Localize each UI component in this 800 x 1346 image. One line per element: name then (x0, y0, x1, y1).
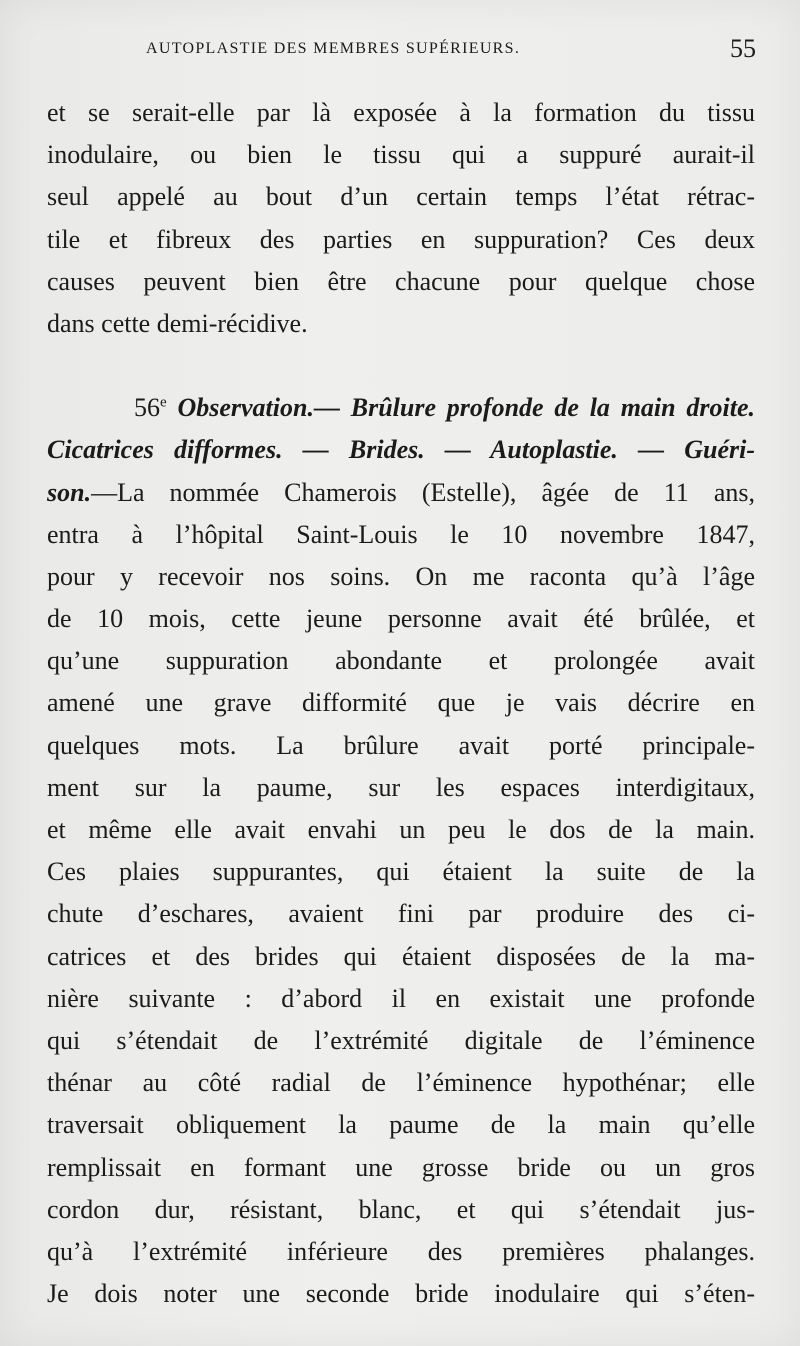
observation-paragraph (47, 387, 755, 1315)
text-line: qui s’étendait de l’extrémité digitale de l’éminence (47, 1025, 755, 1055)
page-number: 55 (730, 34, 756, 63)
paragraph-1 (47, 92, 755, 345)
text-line: qu’à l’extrémité inférieure des premières phalanges. (47, 1236, 755, 1266)
observation-number-suffix: e (160, 394, 167, 411)
text-line: nière suivante : d’abord il en existait une profonde (47, 983, 755, 1013)
text-line: qu’une suppuration abondante et prolongée avait (47, 646, 755, 676)
observation-heading-line (47, 472, 755, 514)
observation-intro: —La nommée Chamerois (Estelle), âgée de 11 ans, (91, 477, 755, 507)
text-line: cordon dur, résistant, blanc, et qui s’étendait jus- (47, 1194, 755, 1224)
observation-subtitle-end: son. (47, 477, 92, 507)
observation-number: 56 (134, 393, 160, 423)
text-line: Ces plaies suppurantes, qui étaient la suite de la (47, 857, 755, 887)
text-line: chute d’eschares, avaient fini par produire des ci- (47, 899, 755, 929)
running-head: AUTOPLASTIE DES MEMBRES SUPÉRIEURS. (146, 40, 521, 57)
text-line: traversait obliquement la paume de la main qu’elle (47, 1110, 755, 1140)
observation-title: Observation.— Brûlure profonde de la main droite. (177, 393, 755, 423)
page-header (0, 36, 800, 70)
body-text (47, 92, 755, 1315)
text-line: pour y recevoir nos soins. On me raconta qu’à l’âge (47, 561, 755, 591)
paragraph-gap (47, 345, 755, 387)
text-line: causes peuvent bien être chacune pour quelque chose (47, 266, 755, 296)
text-line: seul appelé au bout d’un certain temps l’état rétrac- (47, 182, 755, 212)
text-line: et se serait-elle par là exposée à la formation du tissu (47, 98, 755, 127)
text-line: ment sur la paume, sur les espaces interdigitaux, (47, 772, 755, 802)
observation-subtitle: Cicatrices difformes. — Brides. — Autoplastie. — Guéri- (47, 435, 755, 465)
text-line: quelques mots. La brûlure avait porté principale- (47, 730, 755, 760)
text-line: catrices et des brides qui étaient disposées de la ma- (47, 941, 755, 971)
text-line: amené une grave difformité que je vais décrire en (47, 688, 755, 718)
text-line: remplissait en formant une grosse bride ou un gros (47, 1152, 755, 1182)
text-line: thénar au côté radial de l’éminence hypothénar; elle (47, 1068, 755, 1098)
text-line: tile et fibreux des parties en suppuration? Ces deux (47, 224, 755, 254)
text-line: Je dois noter une seconde bride inodulaire qui s’éten- (47, 1279, 755, 1309)
text-line: entra à l’hôpital Saint-Louis le 10 novembre 1847, (47, 519, 755, 549)
text-line: de 10 mois, cette jeune personne avait été brûlée, et (47, 604, 755, 634)
text-line: et même elle avait envahi un peu le dos de la main. (47, 815, 755, 844)
text-line: inodulaire, ou bien le tissu qui a suppuré aurait-il (47, 140, 755, 170)
text-line: dans cette demi-récidive. (47, 308, 308, 338)
observation-heading-line (47, 387, 755, 429)
